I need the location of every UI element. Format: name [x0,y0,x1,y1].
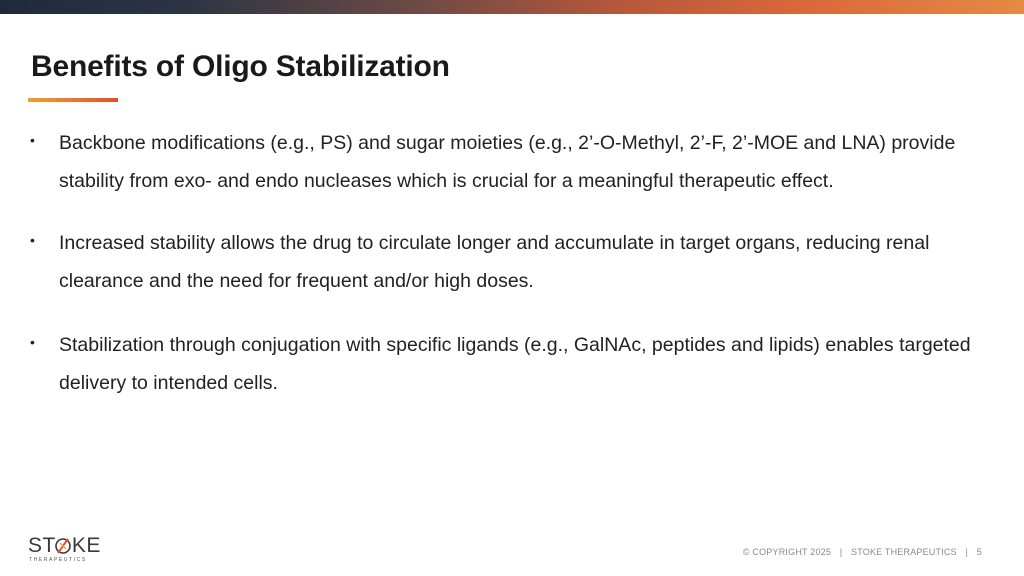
bullet-marker: • [30,132,35,148]
bullet-text: Increased stability allows the drug to circulate longer and accumulate in target organs, reducing renal clearance and the need for frequent and/or high doses. [59,232,930,292]
logo-subtitle: THERAPEUTICS [29,557,87,563]
company-logo [28,534,101,564]
bullet-text: Backbone modifications (e.g., PS) and sugar moieties (e.g., 2’-O-Methyl, 2’-F, 2’-MOE and LNA) provide stability from exo- and endo nucleases which is crucial for a meaningful therapeutic effect. [59,132,956,192]
footer-separator: | [839,547,843,557]
header-gradient-band [0,0,1024,14]
bullet-marker: • [30,232,35,248]
footer-copyright: © COPYRIGHT 2025 [742,547,832,557]
footer-company: STOKE THERAPEUTICS [851,547,957,557]
bullet-marker: • [30,334,35,350]
slide-footer [743,547,982,557]
title-accent-underline [28,98,118,102]
logo-wordmark: ST KE [28,534,101,557]
footer-separator: | [965,547,969,557]
slide-title: Benefits of Oligo Stabilization [31,50,450,83]
page-number: 5 [976,547,982,557]
bullet-text: Stabilization through conjugation with specific ligands (e.g., GalNAc, peptides and lipids) enables targeted delivery to intended cells. [59,334,971,394]
helix-logo-icon [55,535,71,557]
